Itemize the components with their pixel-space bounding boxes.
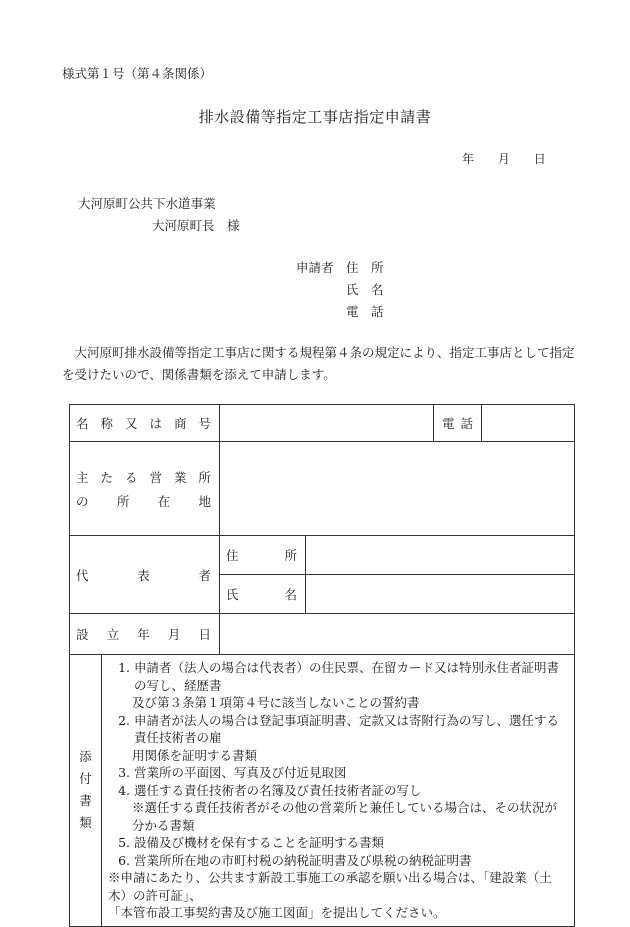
rep-address-input[interactable] xyxy=(306,536,575,575)
attachment-item-5: 5. 設備及び機材を保有することを証明する書類 xyxy=(118,835,385,850)
date-day: 日 xyxy=(533,152,546,166)
phone-label: 電 話 xyxy=(442,416,473,431)
date-line xyxy=(462,150,546,167)
application-statement: 大河原町排水設備等指定工事店に関する規程第４条の規定により、指定工事店として指定を受けたいので、関係書類を添えて申請します。 xyxy=(62,345,575,382)
attachment-item-1-cont: 及び第３条第１項第４号に該当しないことの誓約書 xyxy=(132,695,420,710)
name-label: 名 称 又 は 商 号 xyxy=(76,416,211,431)
attachments-list xyxy=(102,655,575,927)
rep-address-label-cell xyxy=(220,536,306,575)
date-year: 年 xyxy=(462,152,475,166)
office-label-line2: の 所 在 地 xyxy=(76,493,211,509)
attachments-label: 添 付 書 類 xyxy=(79,749,92,831)
rep-name-input[interactable] xyxy=(306,575,575,614)
applicant-phone-label: 電 話 xyxy=(346,304,384,319)
rep-name-label-cell xyxy=(220,575,306,614)
representative-label: 代 表 者 xyxy=(76,567,211,583)
applicant-name-label: 氏 名 xyxy=(346,282,384,297)
representative-address-row xyxy=(70,536,575,575)
office-row xyxy=(70,442,575,536)
document-title: 排水設備等指定工事店指定申請書 xyxy=(198,108,432,126)
attachments-row xyxy=(70,655,575,927)
date-month: 月 xyxy=(497,152,510,166)
applicant-address-label: 住 所 xyxy=(346,260,384,275)
attachment-item-3: 3. 営業所の平面図、写真及び付近見取図 xyxy=(118,765,347,780)
attachment-item-1: 1. 申請者（法人の場合は代表者）の住民票、在留カード又は特別永住者証明書の写し、経歴書 xyxy=(118,660,560,693)
applicant-label: 申請者 xyxy=(296,260,334,275)
office-address-input[interactable] xyxy=(220,442,575,536)
attachments-label-cell xyxy=(70,655,102,927)
established-row xyxy=(70,614,575,655)
phone-input[interactable] xyxy=(482,405,575,442)
application-table xyxy=(69,404,575,927)
footnote-line1: ※申請にあたり、公共ます新設工事施工の承認を願い出る場合は、「建設業（土木）の許可証」、 xyxy=(108,870,552,903)
established-label-cell xyxy=(70,614,220,655)
name-label-cell xyxy=(70,405,220,442)
attachment-item-2-cont: 用関係を証明する書類 xyxy=(132,747,258,763)
attachment-item-2: 2. 申請者が法人の場合は登記事項証明書、定款又は寄附行為の写し、選任する責任技術者の雇 xyxy=(118,712,560,745)
office-label-cell xyxy=(70,442,220,536)
addressee-line2: 大河原町長 様 xyxy=(152,218,240,233)
office-label-line1: 主 た る 営 業 所 xyxy=(76,469,211,485)
name-input[interactable] xyxy=(220,405,434,442)
established-input[interactable] xyxy=(220,614,575,655)
rep-address-label: 住 所 xyxy=(226,548,297,563)
representative-label-cell xyxy=(70,536,220,614)
attachment-item-4-note: ※選任する責任技術者がその他の営業所と兼任している場合は、その状況が分かる書類 xyxy=(132,800,558,833)
footnote-line2: 「本管布設工事契約書及び施工図面」を提出してください。 xyxy=(108,905,446,920)
addressee-line1: 大河原町公共下水道事業 xyxy=(78,196,216,211)
phone-label-cell xyxy=(434,405,482,442)
established-label: 設 立 年 月 日 xyxy=(76,627,211,642)
form-number: 様式第１号（第４条関係） xyxy=(62,66,213,81)
attachment-item-6: 6. 営業所所在地の市町村税の納税証明書及び県税の納税証明書 xyxy=(118,852,472,868)
rep-name-label: 氏 名 xyxy=(226,587,297,602)
name-row xyxy=(70,405,575,442)
attachment-item-4: 4. 選任する責任技術者の名簿及び責任技術者証の写し xyxy=(118,782,422,798)
